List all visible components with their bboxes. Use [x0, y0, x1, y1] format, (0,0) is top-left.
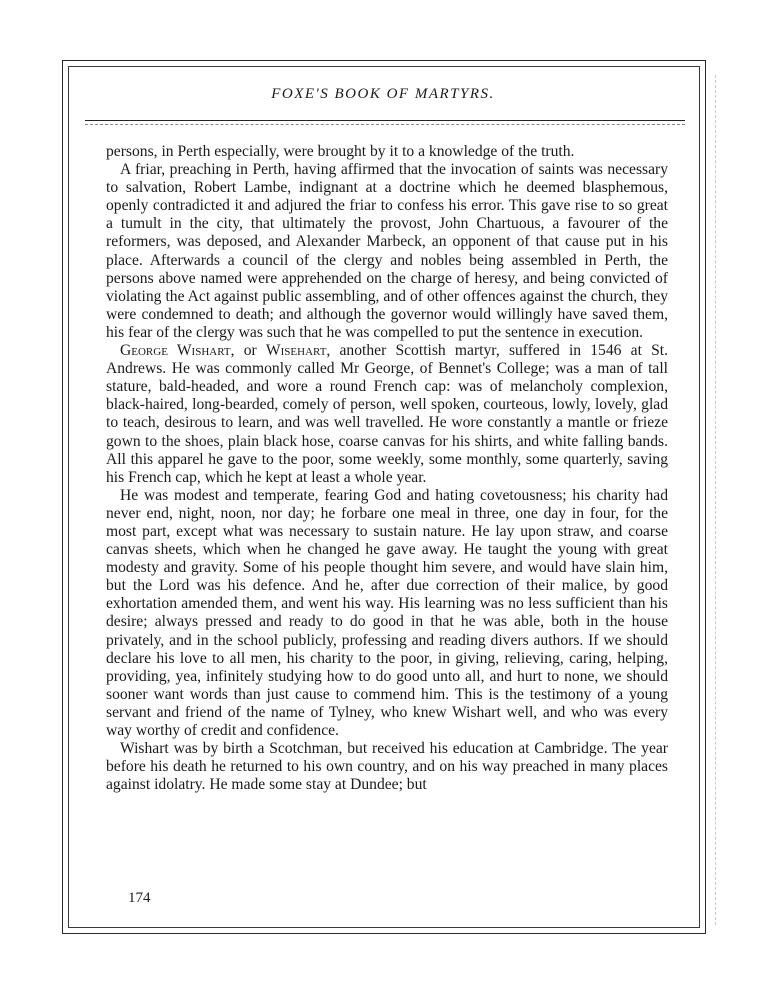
paragraph: Wishart was by birth a Scotchman, but received his education at Cambridge. The year before his death he returned to his own country, and on his way preached in many places against idolatry. He made some stay at Dundee; but	[106, 740, 668, 794]
paragraph: He was modest and temperate, fearing God and hating covetousness; his charity had never end, night, noon, nor day; he forbare one meal in three, one day in four, for the most part, except what was necessary to sustain nature. He lay upon straw, and coarse canvas sheets, which when he changed he gave away. He taught the young with great modesty and gravity. Some of his people thought him severe, and would have slain him, but the Lord was his defence. And he, after due correction of their malice, by good exhortation amended them, and went his way. His learning was no less sufficient than his desire; always pressed and ready to do good in that he was able, both in the house privately, and in the school publicly, professing and reading divers authors. If we should declare his love to all men, his charity to the poor, in giving, relieving, caring, helping, providing, yea, infinitely studying how to do good unto all, and hurt to none, we should sooner want words than just cause to commend him. This is the testimony of a young servant and friend of the name of Tylney, who knew Wishart well, and who was every way worthy of credit and confidence.	[106, 486, 668, 739]
running-header: FOXE'S BOOK OF MARTYRS.	[271, 86, 495, 102]
martyr-name: George Wishart	[120, 342, 231, 360]
header-rule	[85, 120, 685, 121]
paragraph	[106, 342, 668, 487]
name-joiner: , or	[230, 342, 266, 360]
body-text	[106, 143, 668, 794]
page-number: 174	[128, 890, 151, 906]
paragraph: A friar, preaching in Perth, having affirmed that the invocation of saints was necessary to salvation, Robert Lambe, indignant at a doctrine which he deemed blasphemous, openly contradicted it and adjured the friar to confess his error. This gave rise to so great a tumult in the city, that ultimately the provost, John Chartuous, a favourer of the reformers, was deposed, and Alexander Marbeck, an opponent of that cause put in his place. Afterwards a council of the clergy and nobles being assembled in Perth, the persons above named were apprehended on the charge of heresy, and being convicted of violating the Act against public assembling, and of other offences against the church, they were condemned to death; and although the governor would willingly have saved them, his fear of the clergy was such that he was compelled to put the sentence in execution.	[106, 161, 668, 341]
paragraph-text: , another Scottish martyr, suffered in 1546 at St. Andrews. He was commonly called Mr George, of Bennet's College; was a man of tall stature, bald-headed, and wore a round French cap: was of melancholy complexion, black-haired, long-bearded, comely of person, well spoken, courteous, lowly, lovely, glad to teach, desirous to learn, and was well travelled. He wore constantly a mantle or frieze gown to the shoes, plain black hose, coarse canvas for his shirts, and white falling bands. All this apparel he gave to the poor, some weekly, some monthly, some quarterly, saving his French cap, which he kept at least a whole year.	[106, 342, 668, 486]
paragraph: persons, in Perth especially, were brought by it to a knowledge of the truth.	[106, 143, 575, 160]
header-rule-dashed	[85, 124, 685, 125]
martyr-alt-name: Wisehart	[265, 342, 327, 360]
page-edge-line	[715, 75, 716, 925]
